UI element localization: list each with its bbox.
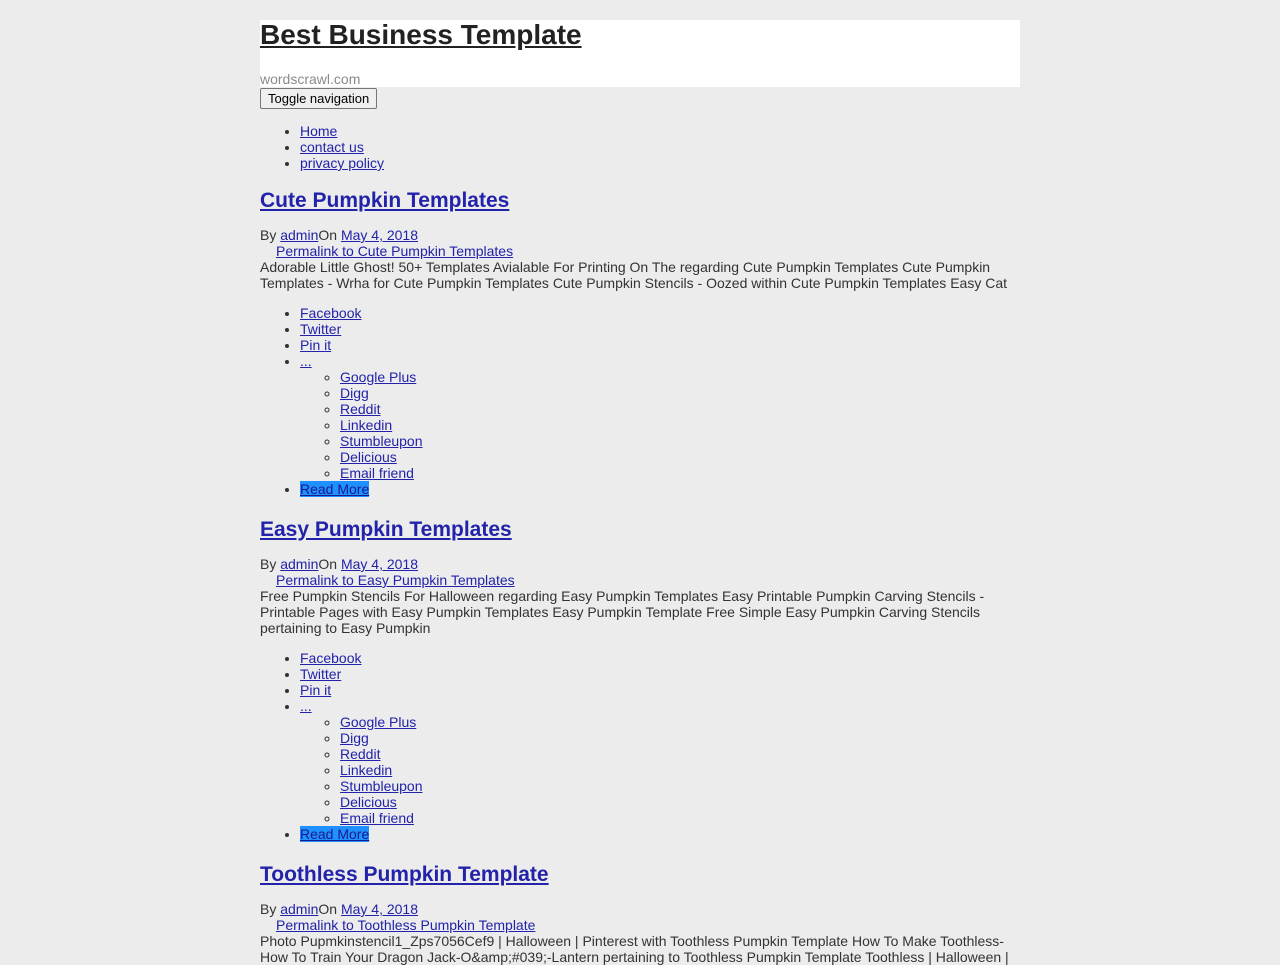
post-meta [260,556,1020,572]
share-pinit-link[interactable]: Pin it [300,682,332,698]
meta-on-label: On [318,227,341,243]
share-item [300,337,1020,353]
share-list [260,305,1020,497]
post-article [260,863,1020,965]
nav-link-contact[interactable]: contact us [300,139,364,155]
post-excerpt: Adorable Little Ghost! 50+ Templates Avialable For Printing On The regarding Cute Pumpkin Templates Cute Pumpkin Templates - Wrha for Cute Pumpkin Templates Cute Pumpkin Stencils - Oozed within Cute Pumpkin Templates Easy Cat [260,259,1007,291]
share-linkedin-link[interactable]: Linkedin [340,417,393,433]
share-item [300,650,1020,666]
share-digg-link[interactable]: Digg [340,385,369,401]
nav-link-home[interactable]: Home [300,123,338,139]
author-link[interactable]: admin [280,901,319,917]
share-more-link[interactable]: ... [300,353,312,369]
nav-item-home [300,123,1020,139]
post-excerpt: Photo Pupmkinstencil1_Zps7056Cef9 | Halloween | Pinterest with Toothless Pumpkin Template How To Make Toothless-How To Train Your Dragon Jack-O&amp;#039;-Lantern pertaining to Toothless Pumpkin Template Toothless | Halloween | [260,933,1009,965]
read-more-link[interactable]: Read More [300,481,370,497]
read-more-link[interactable]: Read More [300,826,370,842]
share-email-link[interactable]: Email friend [340,465,414,481]
share-twitter-link[interactable]: Twitter [300,321,342,337]
post-thumbnail-alt: Permalink to Toothless Pumpkin Template [276,917,536,933]
nav-link-privacy[interactable]: privacy policy [300,155,385,171]
share-email-link[interactable]: Email friend [340,810,414,826]
page-wrapper [260,20,1020,965]
share-item [300,481,1020,497]
post-thumbnail-link[interactable] [260,243,513,259]
share-digg-link[interactable]: Digg [340,730,369,746]
post-thumbnail-link[interactable] [260,572,515,588]
date-link[interactable]: May 4, 2018 [340,556,419,572]
site-title [260,20,1020,50]
date-link[interactable]: May 4, 2018 [340,227,419,243]
share-delicious-link[interactable]: Delicious [340,794,397,810]
main-nav [260,123,1020,171]
share-more-list [300,369,1020,481]
nav-item-contact [300,139,1020,155]
share-more-item [340,730,1020,746]
share-more-item [340,369,1020,385]
share-item [300,321,1020,337]
broken-image-icon [260,917,276,933]
date-link[interactable]: May 4, 2018 [340,901,419,917]
meta-by-label: By [260,556,281,572]
share-stumbleupon-link[interactable]: Stumbleupon [340,778,423,794]
share-more-item [340,417,1020,433]
share-delicious-link[interactable]: Delicious [340,449,397,465]
share-linkedin-link[interactable]: Linkedin [340,762,393,778]
post-meta [260,901,1020,917]
meta-by-label: By [260,901,281,917]
share-twitter-link[interactable]: Twitter [300,666,342,682]
share-more-list [300,714,1020,826]
post-title [260,863,1020,887]
share-more-item [340,762,1020,778]
share-stumbleupon-link[interactable]: Stumbleupon [340,433,423,449]
share-more-item [340,385,1020,401]
share-facebook-link[interactable]: Facebook [300,650,362,666]
post-excerpt: Free Pumpkin Stencils For Halloween regarding Easy Pumpkin Templates Easy Printable Pumpkin Carving Stencils - Printable Pages with Easy Pumpkin Templates Easy Pumpkin Template Free Simple Easy Pumpkin Carving Stencils pertaining to Easy Pumpkin [260,588,985,636]
share-list [260,650,1020,842]
site-title-link[interactable]: Best Business Template [260,19,582,50]
share-more-item [340,433,1020,449]
post-title-link[interactable]: Cute Pumpkin Templates [260,189,510,212]
site-header [260,20,1020,87]
post-thumbnail-alt: Permalink to Easy Pumpkin Templates [276,572,515,588]
share-item [300,826,1020,842]
share-more-item [340,746,1020,762]
share-more-item [340,778,1020,794]
share-item [300,305,1020,321]
share-reddit-link[interactable]: Reddit [340,401,381,417]
site-description: wordscrawl.com [260,71,361,87]
meta-on-label: On [318,556,341,572]
share-item [300,353,1020,481]
post-thumbnail-link[interactable] [260,917,535,933]
share-more-item [340,465,1020,481]
post-title [260,189,1020,213]
nav-item-privacy [300,155,1020,171]
post-title-link[interactable]: Easy Pumpkin Templates [260,518,512,541]
post-meta [260,227,1020,243]
share-more-item [340,449,1020,465]
broken-image-icon [260,572,276,588]
meta-by-label: By [260,227,281,243]
author-link[interactable]: admin [280,227,319,243]
share-googleplus-link[interactable]: Google Plus [340,714,417,730]
post-article [260,189,1020,497]
meta-on-label: On [318,901,341,917]
share-googleplus-link[interactable]: Google Plus [340,369,417,385]
share-more-link[interactable]: ... [300,698,312,714]
post-title-link[interactable]: Toothless Pumpkin Template [260,863,549,886]
share-facebook-link[interactable]: Facebook [300,305,362,321]
post-thumbnail-alt: Permalink to Cute Pumpkin Templates [276,243,514,259]
share-reddit-link[interactable]: Reddit [340,746,381,762]
broken-image-icon [260,243,276,259]
share-item [300,682,1020,698]
share-item [300,666,1020,682]
share-item [300,698,1020,826]
post-article [260,518,1020,842]
share-more-item [340,810,1020,826]
author-link[interactable]: admin [280,556,319,572]
toggle-navigation-button[interactable]: Toggle navigation [260,88,377,109]
share-more-item [340,794,1020,810]
post-title [260,518,1020,542]
share-pinit-link[interactable]: Pin it [300,337,332,353]
share-more-item [340,401,1020,417]
share-more-item [340,714,1020,730]
